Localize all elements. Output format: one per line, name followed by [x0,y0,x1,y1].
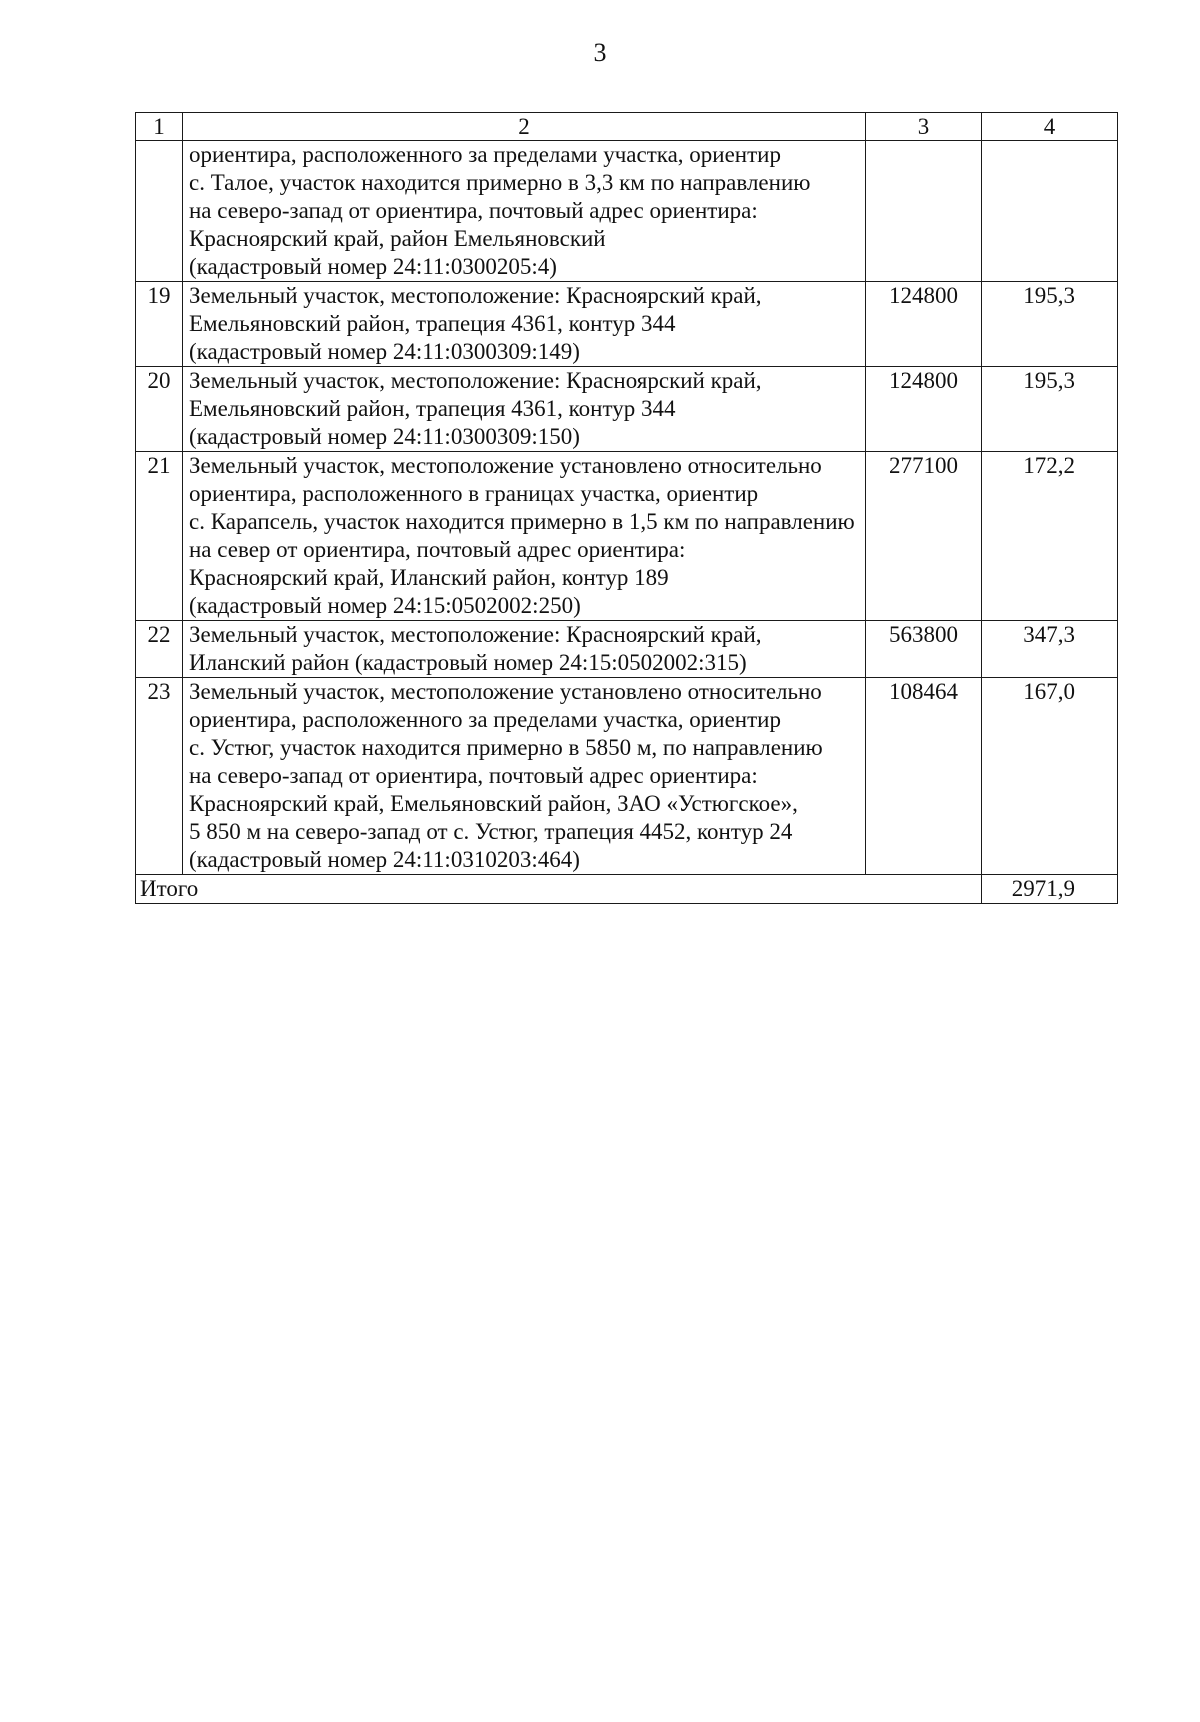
description-line: (кадастровый номер 24:11:0310203:464) [189,847,580,872]
value-cell: 347,3 [982,621,1118,678]
description-line: Земельный участок, местоположение: Красноярский край, [189,622,762,647]
table-row [136,141,1118,282]
table-row [136,621,1118,678]
description-line: на северо-запад от ориентира, почтовый адрес ориентира: [189,198,758,223]
value-cell [982,141,1118,282]
description-line: (кадастровый номер 24:11:0300309:150) [189,424,580,449]
description-line: (кадастровый номер 24:11:0300205:4) [189,254,557,279]
description-line: Емельяновский район, трапеция 4361, контур 344 [189,396,676,421]
page-number: 3 [593,38,607,67]
description-cell [183,678,866,875]
area-cell: 277100 [866,452,982,621]
description-line: Красноярский край, Иланский район, контур 189 [189,565,669,590]
area-cell: 563800 [866,621,982,678]
total-label: Итого [136,875,982,904]
description-line: 5 850 м на северо-запад от с. Устюг, трапеция 4452, контур 24 [189,819,793,844]
row-number-cell: 19 [136,282,183,367]
column-header-2: 2 [183,113,866,141]
header-row [136,113,1118,141]
description-line: ориентира, расположенного за пределами участка, ориентир [189,707,781,732]
land-parcels-table [135,112,1118,904]
table-row [136,367,1118,452]
description-line: Земельный участок, местоположение установлено относительно [189,453,822,478]
row-number-cell: 23 [136,678,183,875]
description-cell [183,621,866,678]
description-line: (кадастровый номер 24:11:0300309:149) [189,339,580,364]
description-line: Земельный участок, местоположение: Красноярский край, [189,283,762,308]
area-cell [866,141,982,282]
table-row [136,452,1118,621]
total-row [136,875,1118,904]
description-line: (кадастровый номер 24:15:0502002:250) [189,593,581,618]
description-line: с. Карапсель, участок находится примерно в 1,5 км по направлению [189,509,855,534]
table-body [136,113,1118,904]
area-cell: 108464 [866,678,982,875]
description-line: с. Устюг, участок находится примерно в 5850 м, по направлению [189,735,823,760]
description-line: на северо-запад от ориентира, почтовый адрес ориентира: [189,763,758,788]
description-line: Иланский район (кадастровый номер 24:15:0502002:315) [189,650,747,675]
table-row [136,678,1118,875]
row-number-cell: 22 [136,621,183,678]
column-header-3: 3 [866,113,982,141]
description-cell [183,452,866,621]
description-line: Емельяновский район, трапеция 4361, контур 344 [189,311,676,336]
description-cell [183,282,866,367]
value-cell: 195,3 [982,282,1118,367]
value-cell: 195,3 [982,367,1118,452]
total-value: 2971,9 [982,875,1118,904]
column-header-4: 4 [982,113,1118,141]
description-line: ориентира, расположенного за пределами участка, ориентир [189,142,781,167]
description-line: ориентира, расположенного в границах участка, ориентир [189,481,759,506]
area-cell: 124800 [866,367,982,452]
table-row [136,282,1118,367]
row-number-cell [136,141,183,282]
value-cell: 172,2 [982,452,1118,621]
description-line: Земельный участок, местоположение: Красноярский край, [189,368,762,393]
description-cell [183,367,866,452]
description-line: с. Талое, участок находится примерно в 3,3 км по направлению [189,170,811,195]
area-cell: 124800 [866,282,982,367]
row-number-cell: 21 [136,452,183,621]
description-line: Красноярский край, район Емельяновский [189,226,606,251]
row-number-cell: 20 [136,367,183,452]
description-cell [183,141,866,282]
column-header-1: 1 [136,113,183,141]
value-cell: 167,0 [982,678,1118,875]
description-line: Земельный участок, местоположение установлено относительно [189,679,822,704]
description-line: Красноярский край, Емельяновский район, ЗАО «Устюгское», [189,791,798,816]
description-line: на север от ориентира, почтовый адрес ориентира: [189,537,686,562]
